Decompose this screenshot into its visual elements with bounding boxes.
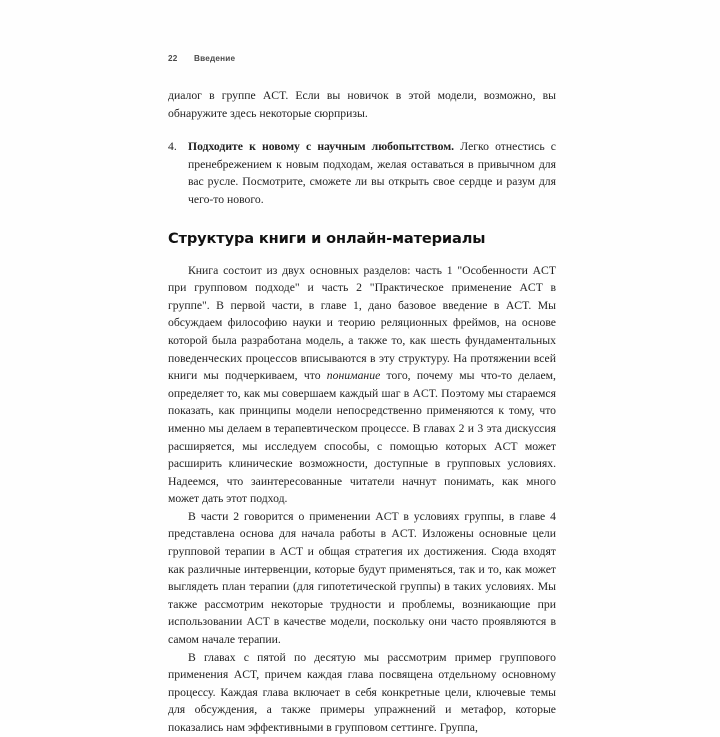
paragraph-3: В главах с пятой по десятую мы рассмотрим пример группового применения ACT, причем каждая глава посвящена отдельному основному процессу. Каждая глава включает в себя конкретные цели, ключевые темы для обсуждения, а также примеры упражнений и метафор, которые показались нам эффективными в групповом сеттинге. Группа,: [168, 650, 556, 734]
paragraph-1-italic-emphasis: понимание: [326, 369, 381, 383]
list-item-marker: 4.: [168, 140, 177, 154]
paragraph-1: [168, 262, 556, 508]
text-block: [168, 54, 556, 737]
running-head-title: Введение: [194, 54, 236, 63]
paragraph-2: В части 2 говорится о применении ACT в условиях группы, в главе 4 представлена основа для начала работы в ACT. Изложены основные цели групповой терапии в ACT и общая стратегия их достижения. Сюда входят как различные интервенции, которые будут применяться, так и то, как может выглядеть план терапии (для гипотетической группы) в таких условиях. Мы также рассмотрим некоторые трудности и проблемы, возникающие при использовании ACT в качестве модели, поскольку они часто проявляются в самом начале терапии.: [168, 509, 556, 647]
list-item: [168, 138, 556, 208]
numbered-list: [168, 138, 556, 208]
spacer: [168, 122, 556, 138]
continued-paragraph: диалог в группе ACT. Если вы новичок в этой модели, возможно, вы обнаружите здесь некоторые сюрпризы.: [168, 89, 556, 120]
list-item-lead-in: Подходите к новому с научным любопытством.: [188, 140, 455, 154]
spacer: [168, 249, 556, 262]
section-heading: Структура книги и онлайн-материалы: [168, 229, 486, 247]
running-head: [168, 54, 556, 64]
paragraph-1-part-b: того, почему мы что-то делаем, определяет то, как мы совершаем каждый шаг в ACT. Поэтому мы стараемся показать, как принципы модели непосредственно применяются к тому, что именно мы делаем в терапевтическом процессе. В главах 2 и 3 эта дискуссия расширяется, мы исследуем способы, с помощью которых ACT может расширить клинические возможности, доступные в групповых условиях. Надеемся, что заинтересованные читатели начнут понимать, как много может дать этот подход.: [168, 369, 556, 506]
spacer: [168, 209, 556, 229]
paragraph-1-part-a: Книга состоит из двух основных разделов: часть 1 "Особенности ACT при групповом подходе" и часть 2 "Практическое применение ACT в группе". В первой части, в главе 1, дано базовое введение в ACT. Мы обсуждаем философию науки и теорию реляционных фреймов, на основе которой была разработана модель, а также то, как шесть фундаментальных поведенческих процессов вписываются в эту структуру. На протяжении всей книги мы подчеркиваем, что: [168, 263, 556, 383]
page-number: 22: [168, 54, 178, 63]
list-item-text: Легко отнестись с пренебрежением к новым подходам, желая оставаться в привычном для вас русле. Посмотрите, сможете ли вы открыть свое сердце и разум для чего-то нового.: [188, 140, 556, 206]
